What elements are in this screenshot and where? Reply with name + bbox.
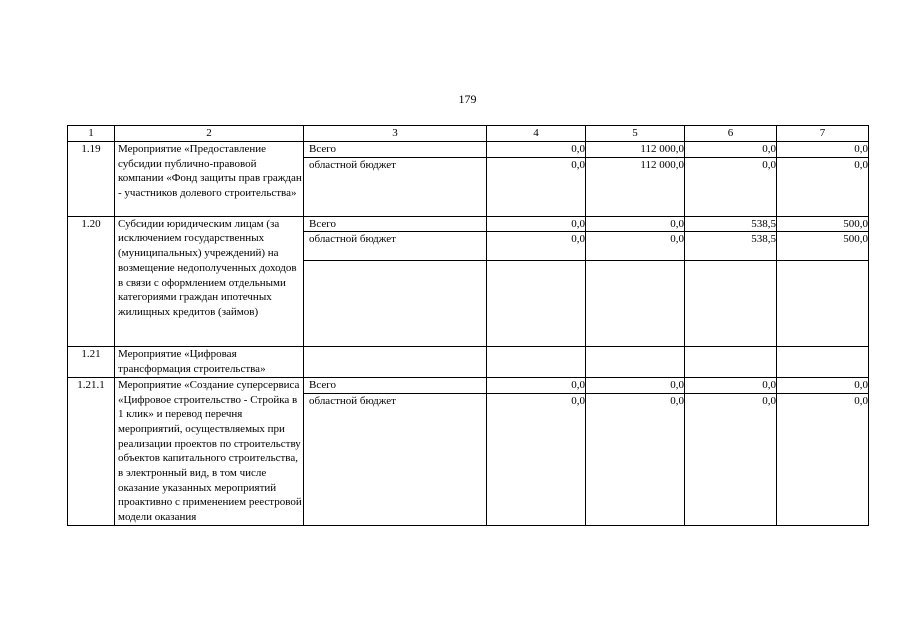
value-cell: 0,0 <box>777 377 869 393</box>
row-code: 1.21 <box>68 347 115 377</box>
value-cell: 0,0 <box>586 232 685 261</box>
value-cell: 0,0 <box>586 393 685 525</box>
value-cell: 0,0 <box>487 393 586 525</box>
value-cell: 0,0 <box>685 142 777 158</box>
value-cell: 0,0 <box>685 157 777 216</box>
column-header: 3 <box>304 126 487 142</box>
funding-source: областной бюджет <box>304 157 487 216</box>
value-cell: 500,0 <box>777 232 869 261</box>
budget-table <box>67 125 869 526</box>
empty-cell <box>586 347 685 377</box>
value-cell: 0,0 <box>586 377 685 393</box>
row-description: Мероприятие «Цифровая трансформация строительства» <box>115 347 304 377</box>
value-cell: 0,0 <box>487 216 586 232</box>
column-header: 4 <box>487 126 586 142</box>
value-cell: 538,5 <box>685 216 777 232</box>
empty-cell <box>685 261 777 347</box>
value-cell: 0,0 <box>685 393 777 525</box>
page-number: 179 <box>458 92 477 106</box>
column-header: 7 <box>777 126 869 142</box>
table-row <box>68 347 869 377</box>
value-cell: 0,0 <box>685 377 777 393</box>
empty-cell <box>586 261 685 347</box>
column-header: 1 <box>68 126 115 142</box>
value-cell: 0,0 <box>487 157 586 216</box>
value-cell: 0,0 <box>487 142 586 158</box>
empty-cell <box>685 347 777 377</box>
funding-source: Всего <box>304 216 487 232</box>
column-header: 6 <box>685 126 777 142</box>
value-cell: 112 000,0 <box>586 142 685 158</box>
empty-cell <box>304 347 487 377</box>
value-cell: 0,0 <box>777 393 869 525</box>
column-header: 5 <box>586 126 685 142</box>
empty-cell <box>777 261 869 347</box>
table-row <box>68 216 869 232</box>
row-description: Мероприятие «Создание суперсервиса «Цифровое строительство - Стройка в 1 клик» и перевод перечня мероприятий, осуществляемых при реализации проектов по строительству объектов капитального строительства, в электронный вид, в том числе оказание указанных мероприятий проактивно с применением реестровой модели оказания <box>115 377 304 525</box>
row-code: 1.19 <box>68 142 115 217</box>
empty-cell <box>487 261 586 347</box>
value-cell: 0,0 <box>586 216 685 232</box>
row-description: Мероприятие «Предоставление субсидии публично-правовой компании «Фонд защиты прав граждан - участников долевого строительства» <box>115 142 304 217</box>
table-row <box>68 142 869 158</box>
funding-source: областной бюджет <box>304 393 487 525</box>
funding-source: Всего <box>304 377 487 393</box>
value-cell: 538,5 <box>685 232 777 261</box>
value-cell: 0,0 <box>777 157 869 216</box>
row-code: 1.20 <box>68 216 115 347</box>
funding-source: областной бюджет <box>304 232 487 261</box>
value-cell: 0,0 <box>487 377 586 393</box>
empty-cell <box>777 347 869 377</box>
row-code: 1.21.1 <box>68 377 115 525</box>
empty-cell <box>304 261 487 347</box>
table-row <box>68 377 869 393</box>
value-cell: 0,0 <box>487 232 586 261</box>
column-header: 2 <box>115 126 304 142</box>
funding-source: Всего <box>304 142 487 158</box>
value-cell: 500,0 <box>777 216 869 232</box>
value-cell: 0,0 <box>777 142 869 158</box>
value-cell: 112 000,0 <box>586 157 685 216</box>
table-header-row <box>68 126 869 142</box>
empty-cell <box>487 347 586 377</box>
row-description: Субсидии юридическим лицам (за исключением государственных (муниципальных) учреждений) на возмещение недополученных доходов в связи с оформлением отдельными категориями граждан ипотечных жилищных кредитов (займов) <box>115 216 304 347</box>
